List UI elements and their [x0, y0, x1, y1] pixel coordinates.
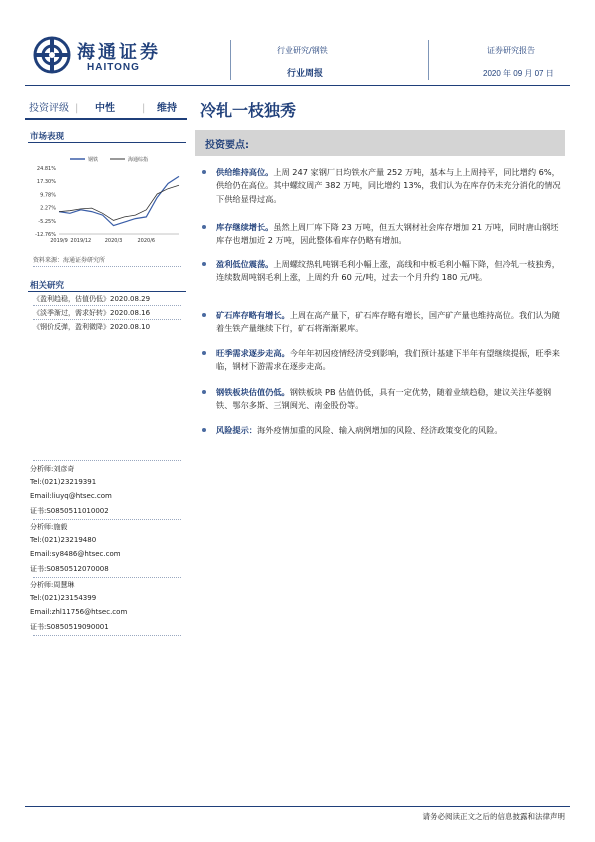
analyst-tel: Tel:(021)23219480 [30, 536, 97, 544]
report-date: 2020 年 09 月 07 日 [483, 69, 554, 78]
rating-action: 维持 [157, 103, 177, 114]
legend-label-steel: 钢铁 [88, 157, 99, 163]
divider [33, 305, 181, 306]
bullet-dot-icon [202, 313, 206, 317]
key-point [202, 166, 562, 206]
y-tick-label: 9.78% [40, 192, 56, 199]
analyst-email[interactable]: Email:liuyq@htsec.com [30, 492, 112, 500]
analyst-name: 分析师:施毅 [30, 523, 68, 531]
report-type: 行业周报 [287, 69, 324, 79]
bullet-dot-icon [202, 225, 206, 229]
related-section-title: 相关研究 [30, 281, 65, 291]
key-point-body: 钢铁板块 PB 估值仍低，具有一定优势，随着业绩趋稳，建议关注华菱钢铁、鄂尔多斯、三钢闽光、南金股份等。 [216, 387, 552, 411]
section-rule [28, 291, 186, 292]
y-tick-label: -5.25% [38, 218, 56, 225]
bullet-dot-icon [202, 351, 206, 355]
header-right-label: 证券研究报告 [487, 46, 535, 55]
key-point-head: 盈利低位震荡。 [216, 259, 274, 269]
key-point-head: 供给维持高位。 [216, 167, 274, 177]
market-performance-chart [25, 150, 185, 250]
divider [33, 519, 181, 520]
series-line-index [59, 185, 179, 220]
key-point-head: 钢铁板块估值仍低。 [216, 387, 290, 397]
key-point [202, 424, 562, 437]
key-point-body: 今年年初因疫情经济受到影响，我们预计基建下半年有望继续提振，旺季来临，钢材下游需求在逐步走高。 [216, 348, 560, 372]
key-point-body: 上周在高产量下，矿石库存略有增长，国产矿产量也维持高位。我们认为随着生铁产量继续下行，矿石将渐渐累库。 [216, 310, 560, 334]
haitong-logo-icon [33, 36, 71, 74]
divider [33, 319, 181, 320]
logo-english-text: HAITONG [87, 62, 140, 73]
footer-disclaimer: 请务必阅读正文之后的信息披露和法律声明 [422, 812, 565, 821]
key-point [202, 221, 562, 248]
key-point-head: 旺季需求逐步走高。 [216, 348, 290, 358]
y-tick-label: 24.81% [36, 166, 56, 172]
analyst-cert: 证书:S0850511010002 [30, 507, 109, 515]
key-point [202, 309, 562, 336]
bullet-dot-icon [202, 428, 206, 432]
header-divider [428, 40, 429, 80]
report-category: 行业研究/钢铁 [277, 46, 328, 55]
analyst-tel: Tel:(021)23154399 [30, 594, 97, 602]
divider [33, 266, 181, 267]
rating-underline [25, 118, 187, 120]
key-point-head: 库存继续增长。 [216, 222, 274, 232]
related-item-date: 2020.08.16 [110, 309, 151, 317]
key-point-body: 上周 247 家钢厂日均铁水产量 252 万吨，基本与上上周持平，同比增约 6%，供给仍在高位。其中螺纹周产 382 万吨，同比增约 13%，我们认为在库存仍未充分消化的情况下供给显得过高。 [216, 167, 561, 204]
rating-bar [25, 100, 187, 118]
legend-label-index: 海通综指 [128, 157, 149, 163]
section-rule [28, 142, 186, 143]
chart-source: 资料来源：海通证券研究所 [33, 257, 106, 264]
footer-rule [25, 806, 570, 807]
related-item-date: 2020.08.10 [110, 323, 151, 331]
rating-separator: | [75, 103, 79, 114]
header-rule [25, 85, 570, 86]
x-tick-label: 2019/12 [70, 238, 92, 244]
rating-label: 投资评级 [29, 103, 69, 114]
divider [33, 635, 181, 636]
series-line-steel [59, 176, 179, 225]
y-tick-label: 2.27% [40, 205, 56, 212]
analyst-name: 分析师:刘彦奇 [30, 465, 75, 473]
key-point-body: 虽然上周厂库下降 23 万吨，但五大钢材社会库存增加 21 万吨，同时唐山钢坯库存也增加近 2 万吨，因此整体看库存仍略有增加。 [216, 222, 559, 246]
x-tick-label: 2019/9 [50, 238, 68, 244]
bullet-dot-icon [202, 170, 206, 174]
analyst-cert: 证书:S0850512070008 [30, 565, 109, 573]
key-point-head: 矿石库存略有增长。 [216, 310, 290, 320]
divider [33, 577, 181, 578]
y-tick-label: -12.76% [35, 232, 56, 238]
market-section-title: 市场表现 [30, 132, 65, 142]
analyst-name: 分析师:周慧琳 [30, 581, 75, 589]
bullet-dot-icon [202, 390, 206, 394]
key-point [202, 347, 562, 374]
report-title: 冷轧一枝独秀 [200, 101, 297, 120]
rating-separator: | [142, 103, 146, 114]
related-item-text: 《钢价反弹，盈利微降》 [33, 323, 110, 331]
key-point [202, 386, 562, 413]
key-point [202, 258, 562, 285]
related-item[interactable] [33, 294, 150, 304]
analyst-email[interactable]: Email:zhl11756@htsec.com [30, 608, 128, 616]
y-tick-label: 17.30% [36, 179, 56, 186]
haitong-logo [33, 36, 193, 80]
analyst-cert: 证书:S0850519090001 [30, 623, 109, 631]
rating-value: 中性 [95, 103, 115, 114]
divider [33, 460, 181, 461]
key-point-body: 上周螺纹热轧吨钢毛利小幅上涨，高线和中板毛利小幅下降，但冷轧一枝独秀，连续数周吨钢毛利上涨，上周约升 60 元/吨，过去一个月升约 180 元/吨。 [216, 259, 560, 283]
logo-chinese-text: 海通证券 [77, 42, 161, 63]
analyst-tel: Tel:(021)23219391 [30, 478, 97, 486]
chart-legend [70, 156, 148, 163]
key-point-head: 风险提示： [216, 425, 257, 435]
header-divider [230, 40, 231, 80]
related-item-text: 《淡季渐过，需求好转》 [33, 309, 110, 317]
x-tick-label: 2020/6 [137, 238, 156, 244]
key-points-header [195, 130, 565, 156]
key-point-body: 海外疫情加重的风险、输入病例增加的风险、经济政策变化的风险。 [256, 425, 503, 435]
related-item[interactable] [33, 308, 150, 318]
related-item-date: 2020.08.29 [110, 295, 151, 303]
related-item-text: 《盈利趋稳，估值仍低》 [33, 295, 110, 303]
analyst-email[interactable]: Email:sy8486@htsec.com [30, 550, 121, 558]
bullet-dot-icon [202, 262, 206, 266]
key-points-title: 投资要点: [205, 140, 249, 151]
x-tick-label: 2020/3 [104, 238, 123, 244]
related-item[interactable] [33, 322, 150, 332]
